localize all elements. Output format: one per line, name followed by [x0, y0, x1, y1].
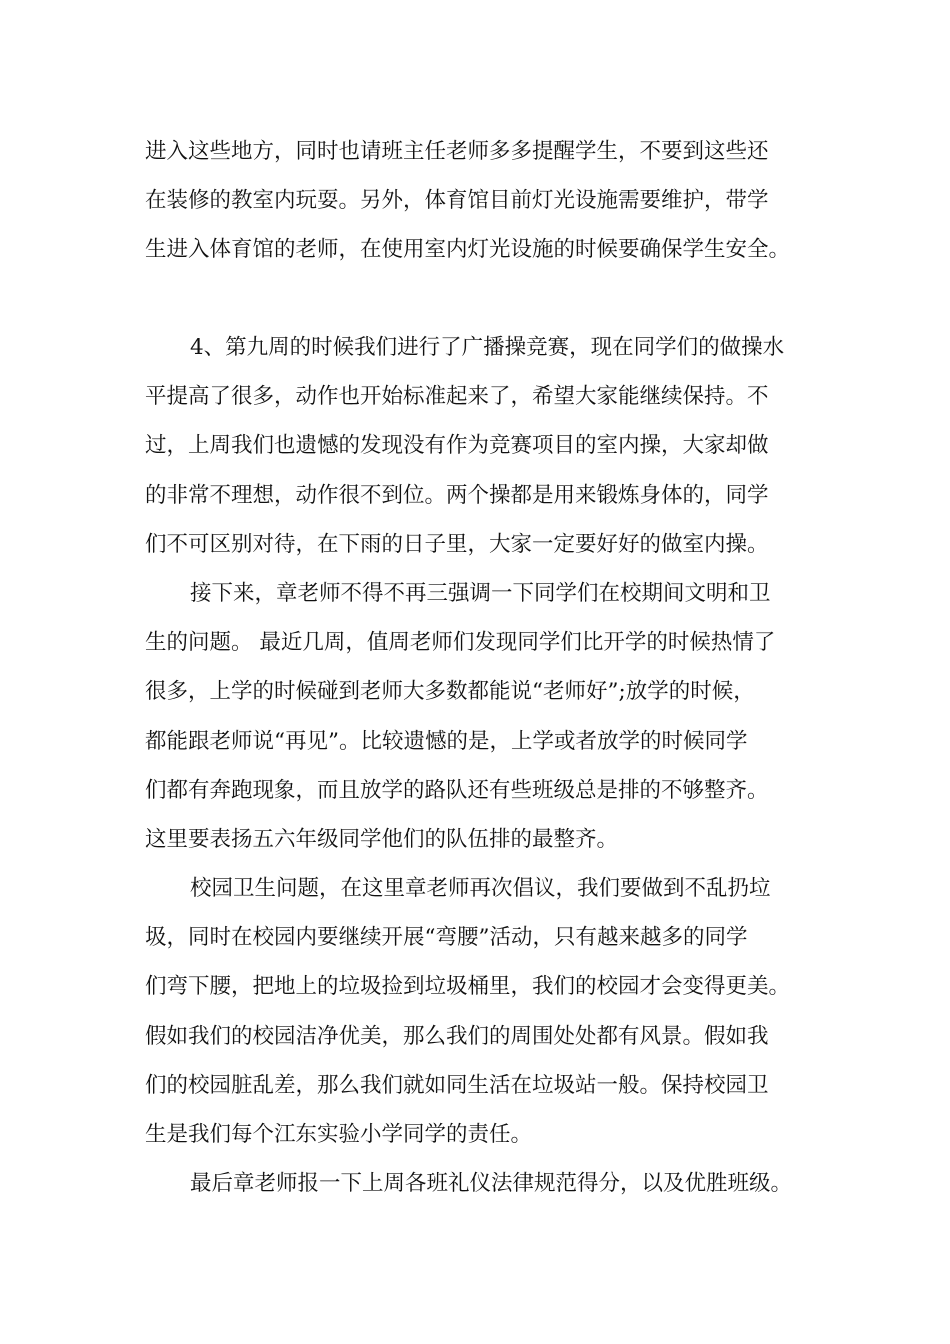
- text-line: 们弯下腰，把地上的垃圾捡到垃圾桶里，我们的校园才会变得更美。: [145, 974, 791, 1000]
- text-line: 校园卫生问题，在这里章老师再次倡议，我们要做到不乱扔垃: [190, 876, 771, 902]
- text-block-main: [145, 323, 835, 1208]
- text-line: 在装修的教室内玩耍。另外，体育馆目前灯光设施需要维护，带学: [145, 188, 769, 214]
- text-block-continued: [145, 127, 835, 275]
- text-line: 进入这些地方，同时也请班主任老师多多提醒学生，不要到这些还: [145, 139, 769, 164]
- text-line: 这里要表扬五六年级同学他们的队伍排的最整齐。: [145, 826, 619, 852]
- text-line: 圾，同时在校园内要继续开展“弯腰”活动，只有越来越多的同学: [145, 925, 748, 951]
- text-line: 们不可区别对待，在下雨的日子里，大家一定要好好的做室内操。: [145, 531, 769, 557]
- text-line: 4、第九周的时候我们进行了广播操竞赛，现在同学们的做操水: [190, 335, 785, 360]
- text-line: 们的校园脏乱差，那么我们就如同生活在垃圾站一般。保持校园卫: [145, 1072, 769, 1098]
- text-line: 平提高了很多，动作也开始标准起来了，希望大家能继续保持。不: [145, 384, 769, 410]
- text-line: 生是我们每个江东实验小学同学的责任。: [145, 1122, 533, 1147]
- text-line: 最后章老师报一下上周各班礼仪法律规范得分，以及优胜班级。: [190, 1171, 793, 1197]
- text-line: 都能跟老师说“再见”。比较遗憾的是，上学或者放学的时候同学: [145, 728, 748, 754]
- text-line: 的非常不理想，动作很不到位。两个操都是用来锻炼身体的，同学: [145, 482, 769, 508]
- text-line: 过，上周我们也遗憾的发现没有作为竞赛项目的室内操，大家却做: [145, 433, 769, 459]
- text-line: 生进入体育馆的老师，在使用室内灯光设施的时候要确保学生安全。: [145, 237, 791, 263]
- text-line: 假如我们的校园洁净优美，那么我们的周围处处都有风景。假如我: [145, 1023, 769, 1049]
- text-line: 很多，上学的时候碰到老师大多数都能说“老师好”;放学的时候，: [145, 679, 755, 705]
- text-line: 们都有奔跑现象，而且放学的路队还有些班级总是排的不够整齐。: [145, 777, 769, 803]
- text-line: 接下来，章老师不得不再三强调一下同学们在校期间文明和卫: [190, 580, 771, 606]
- text-line: 生的问题。 最近几周，值周老师们发现同学们比开学的时候热情了: [145, 630, 776, 656]
